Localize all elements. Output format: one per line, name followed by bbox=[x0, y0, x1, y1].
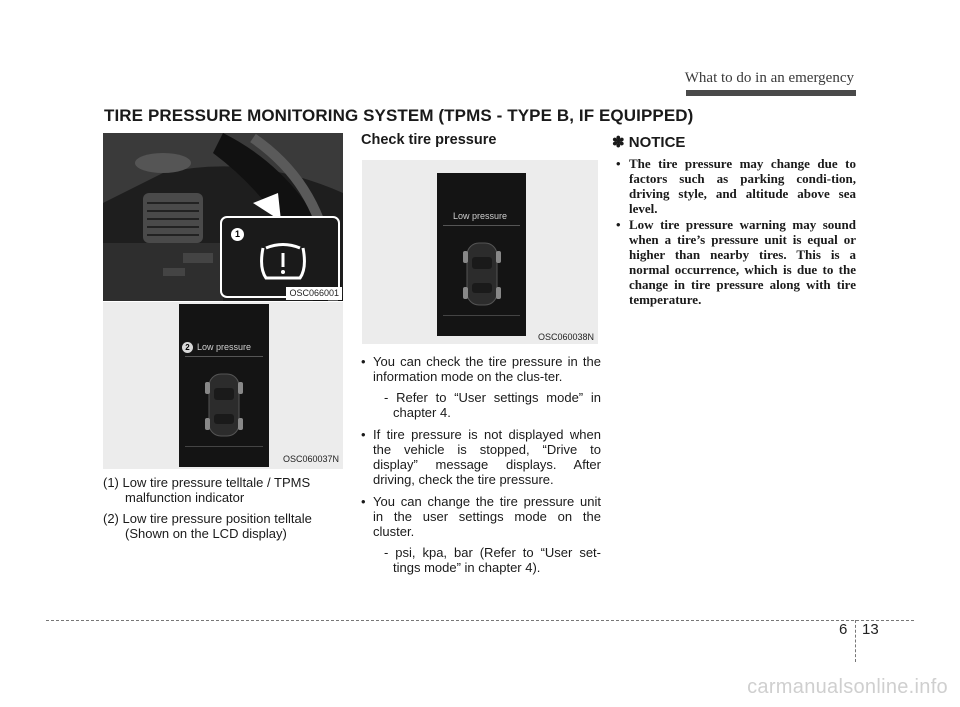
figure-lcd-middle bbox=[362, 160, 598, 344]
notice-heading: ✽ NOTICE bbox=[612, 134, 686, 151]
list-item-text: If tire pressure is not displayed when the vehicle is stopped, “Drive to display” message displays. After driving, check the tire pressure. bbox=[373, 427, 601, 487]
notice-item: • The tire pressure may change due to factors such as parking condi-tion, driving style, and altitude above sea level. bbox=[613, 156, 856, 216]
figure-legend bbox=[103, 475, 343, 547]
list-sub-item: - Refer to “User settings mode” in chapter 4. bbox=[384, 390, 601, 420]
lcd-low-pressure-text: Low pressure bbox=[197, 342, 252, 352]
check-tire-pressure-list bbox=[361, 354, 601, 582]
car-top-icon bbox=[437, 231, 526, 331]
figure-dashboard bbox=[103, 133, 343, 301]
figure-code-label: OSC060037N bbox=[282, 454, 339, 464]
header-bar bbox=[686, 90, 856, 96]
list-item-text: You can check the tire pressure in the information mode on the clus-ter. bbox=[373, 354, 601, 384]
callout-marker-1: 1 bbox=[231, 228, 244, 241]
lcd-screen bbox=[179, 304, 269, 467]
list-item bbox=[361, 427, 601, 487]
list-item-text: You can change the tire pressure unit in the user settings mode on the cluster. bbox=[373, 494, 601, 539]
figure-code-label: OSC060038N bbox=[537, 332, 594, 342]
lcd-bottom-line bbox=[443, 315, 520, 316]
lcd-screen bbox=[437, 173, 526, 336]
lcd-bottom-line bbox=[185, 446, 263, 447]
callout-marker-2: 2 bbox=[182, 342, 193, 353]
list-item bbox=[361, 494, 601, 575]
car-top-icon bbox=[179, 362, 269, 462]
footer-divider bbox=[855, 620, 856, 662]
lcd-divider bbox=[185, 356, 263, 357]
legend-item-1: (1) Low tire pressure telltale / TPMS malfunction indicator bbox=[103, 475, 311, 505]
page-number: 13 bbox=[862, 621, 879, 638]
footer-rule bbox=[46, 620, 914, 621]
notice-item: • Low tire pressure warning may sound when a tire’s pressure unit is equal or higher than nearby tires. This is a normal occurrence, which is due to the change in tire pressure along with tire temperature. bbox=[613, 217, 856, 307]
chapter-number: 6 bbox=[839, 621, 848, 638]
list-item bbox=[361, 354, 601, 420]
figure-code-label: OSC066001 bbox=[286, 287, 342, 300]
notice-list bbox=[613, 156, 856, 308]
lcd-low-pressure-text: Low pressure bbox=[453, 211, 508, 221]
section-title: TIRE PRESSURE MONITORING SYSTEM (TPMS - TYPE B, IF EQUIPPED) bbox=[104, 106, 694, 125]
figure-lcd-left bbox=[103, 302, 343, 469]
watermark: carmanualsonline.info bbox=[747, 676, 948, 698]
chapter-title: What to do in an emergency bbox=[684, 70, 854, 86]
dashboard-illustration bbox=[103, 133, 343, 301]
legend-item-2: (2) Low tire pressure position telltale (Shown on the LCD display) bbox=[103, 511, 312, 541]
check-tire-pressure-heading: Check tire pressure bbox=[361, 132, 497, 148]
lcd-divider bbox=[443, 225, 520, 226]
list-sub-item: - psi, kpa, bar (Refer to “User set-tings mode” in chapter 4). bbox=[384, 545, 601, 575]
